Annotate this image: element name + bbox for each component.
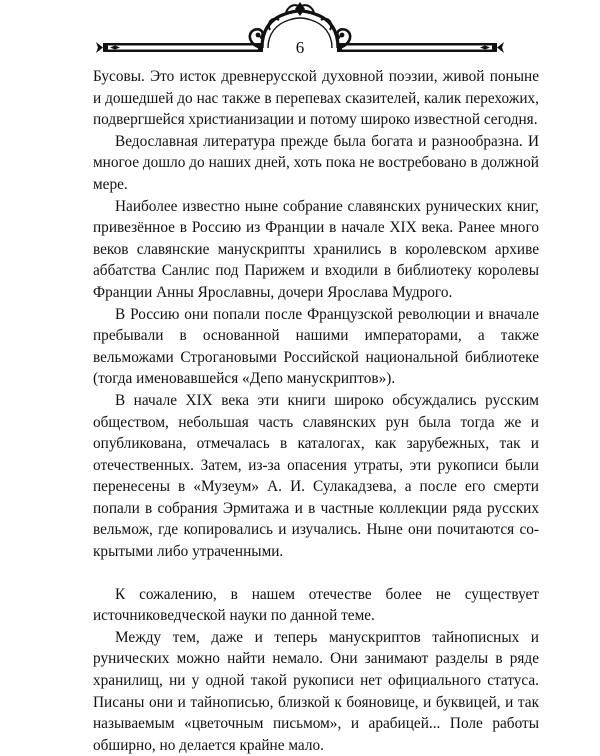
paragraph: В Россию они попали после Французской революции и вначале пребывали в основанной нашими императорами, а также вельможами Строгановыми Российской национальной библиотеке (тогда именовавшейся «Депо манускриптов»).	[93, 305, 539, 388]
paragraph: В начале XIX века эти книги широко обсуждались русским обществом, небольшая часть славянских рун была тогда же и опубликована, отмечалась в каталогах, как зарубежных, так и отечественных. Затем, из-за опасения утраты, эти рукописи были перенесены в «Музеум» А. И. Сулакадзева, а после его смерти попали в собрания Эрмитажа и в частные коллекции ряда русских вельмож, где копировались и изучались. Ныне они почитаются сокрытыми либо утраченными.	[93, 391, 539, 561]
paragraph: Между тем, даже и теперь манускриптов тайнописных и рунических можно найти немало. Они занимают разделы в ряде хранилищ, ни у одной такой рукописи нет официального статуса. Писаны они и тайнописью, близкой к бояновице, и буквицей, и так называемым «цветочным письмом», и арабицей... Поле работы обширно, но делается крайне мало.	[93, 628, 539, 754]
paragraph: Бусовы. Это исток древнерусской духовной поэзии, живой поныне и дошедшей до нас также в перепевах сказителей, калик перехожих, подвергшейся христианизации и потому широко известной сегодня.	[93, 68, 539, 129]
paragraph: К сожалению, в нашем отечестве более не существует источниковедческой науки по данной теме.	[93, 585, 539, 625]
body-text	[93, 66, 539, 756]
page-number: 6	[295, 38, 305, 57]
paragraph: Наиболее известно ныне собрание славянских рунических книг, привезённое в Россию из Франции в начале XIX века. Ранее много веков славянские манускрипты хранились в королевском архиве аббатства Санлис под Парижем и входили в библиотеку королевы Франции Анны Ярославны, дочери Ярослава Мудрого.	[93, 197, 539, 301]
paragraph: Ведославная литература прежде была богата и разнообразна. И многое дошло до наших дней, хоть пока не востребовано в должной мере.	[93, 132, 539, 193]
